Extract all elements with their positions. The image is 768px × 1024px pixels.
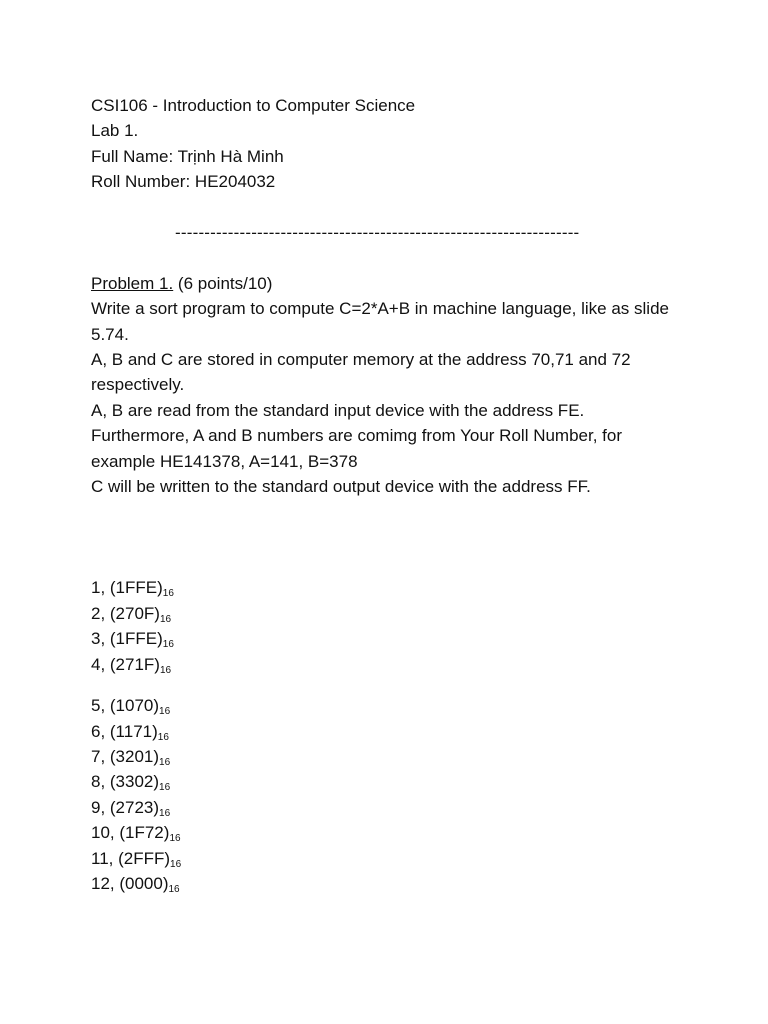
spacer xyxy=(91,499,686,575)
instruction-code: 4, (271F) xyxy=(91,654,160,674)
base-subscript: 16 xyxy=(170,858,182,870)
instruction-code: 5, (1070) xyxy=(91,696,160,716)
instruction-code: 6, (1171) xyxy=(91,721,158,741)
base-subscript: 16 xyxy=(159,782,171,794)
base-subscript: 16 xyxy=(162,639,174,651)
base-subscript: 16 xyxy=(159,756,171,768)
base-subscript: 16 xyxy=(159,706,171,718)
problem-paragraph: A, B are read from the standard input device with the address FE. xyxy=(91,400,585,420)
instruction-code: 3, (1FFE) xyxy=(91,629,163,649)
instruction-line xyxy=(91,693,686,718)
instruction-line xyxy=(91,820,686,845)
spacer xyxy=(91,195,686,220)
base-subscript: 16 xyxy=(157,731,169,743)
instruction-line xyxy=(91,795,686,820)
instruction-code: 2, (270F) xyxy=(91,603,160,623)
instruction-code: 9, (2723) xyxy=(91,797,160,817)
instruction-line xyxy=(91,575,686,600)
instruction-line xyxy=(91,744,686,769)
instruction-code: 8, (3302) xyxy=(91,772,160,792)
instruction-line xyxy=(91,626,686,651)
course-title: CSI106 - Introduction to Computer Science xyxy=(91,96,416,115)
instruction-line xyxy=(91,719,686,744)
instruction-code: 10, (1F72) xyxy=(91,823,170,843)
instruction-line xyxy=(91,601,686,626)
problem-heading xyxy=(91,271,686,296)
problem-title: Problem 1. xyxy=(91,273,174,293)
problem-paragraph: A, B and C are stored in computer memory at the address 70,71 and 72 respectively. xyxy=(91,350,631,395)
instruction-code: 7, (3201) xyxy=(91,746,160,766)
base-subscript: 16 xyxy=(169,833,181,845)
instruction-line xyxy=(91,871,686,896)
instruction-list-1 xyxy=(91,575,686,677)
base-subscript: 16 xyxy=(162,588,174,600)
base-subscript: 16 xyxy=(159,613,172,625)
base-subscript: 16 xyxy=(159,664,172,676)
problem-points: (6 points/10) xyxy=(173,273,273,293)
document-body xyxy=(91,93,686,896)
instruction-list-2 xyxy=(91,693,686,896)
instruction-line xyxy=(91,846,686,871)
problem-paragraph: Furthermore, A and B numbers are comimg from Your Roll Number, for example HE141378, A=141, B=378 xyxy=(91,426,623,471)
spacer xyxy=(91,245,686,270)
problem-paragraph: C will be written to the standard output device with the address FF. xyxy=(91,477,591,497)
instruction-line xyxy=(91,652,686,677)
roll-number: Roll Number: HE204032 xyxy=(91,172,276,192)
instruction-code: 11, (2FFF) xyxy=(91,848,171,868)
divider-line: --------------------------------------------------------------------- xyxy=(175,223,580,243)
instruction-code: 12, (0000) xyxy=(91,873,169,893)
full-name: Full Name: Trịnh Hà Minh xyxy=(91,146,284,166)
lab-label: Lab 1. xyxy=(91,121,139,141)
problem-paragraph: Write a sort program to compute C=2*A+B in machine language, like as slide 5.74. xyxy=(91,299,669,344)
spacer xyxy=(91,677,686,693)
instruction-code: 1, (1FFE) xyxy=(91,578,163,598)
instruction-line xyxy=(91,769,686,794)
base-subscript: 16 xyxy=(168,883,180,895)
base-subscript: 16 xyxy=(159,807,171,819)
